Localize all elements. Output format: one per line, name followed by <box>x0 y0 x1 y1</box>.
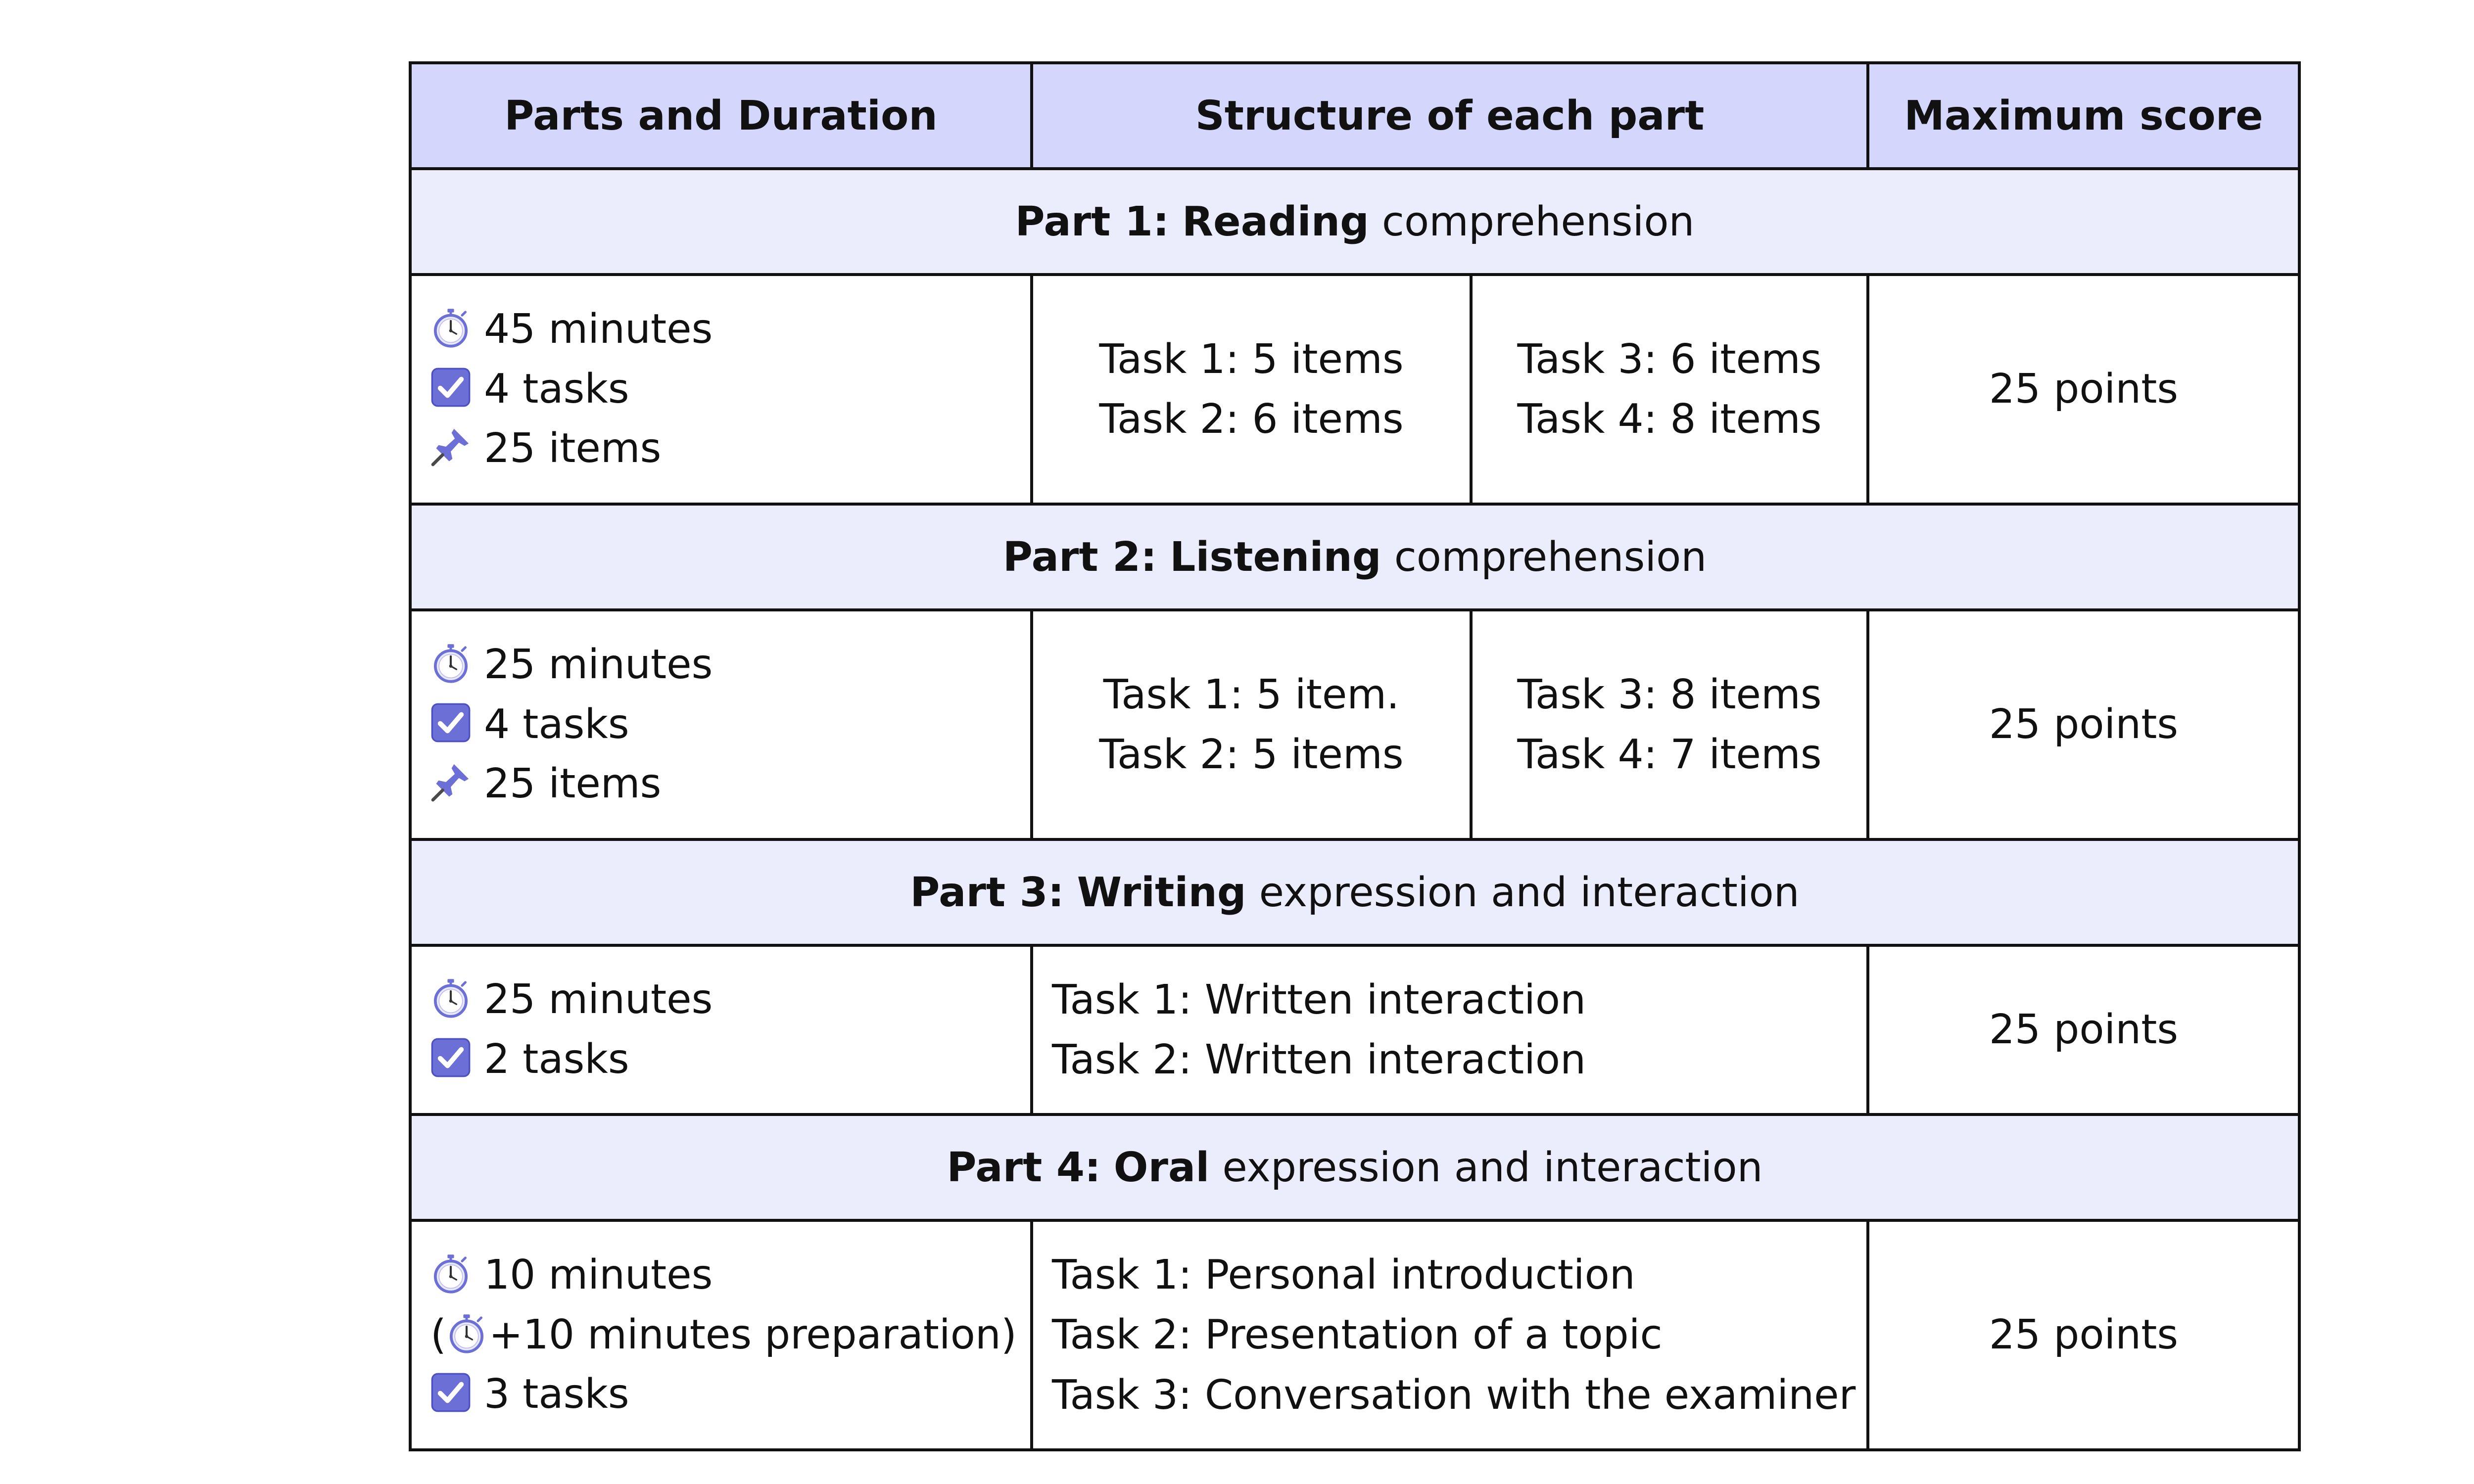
part-2-task-2: Task 2: 5 items <box>1099 731 1404 778</box>
stopwatch-icon <box>430 977 471 1018</box>
check-box-icon <box>430 1037 471 1078</box>
part-2-duration-cell <box>410 610 1032 839</box>
part-1-duration: 45 minutes <box>484 306 713 353</box>
part-3-details-row <box>410 945 2299 1114</box>
part-1-duration-cell <box>410 275 1032 504</box>
part-1-label: Part 1: <box>1015 198 1169 245</box>
part-4-structure <box>1032 1220 1868 1450</box>
part-1-score: 25 points <box>1868 275 2299 504</box>
part-3-duration-cell <box>410 945 1032 1114</box>
part-2-structure-right <box>1471 610 1868 839</box>
part-3-structure <box>1032 945 1868 1114</box>
stopwatch-icon <box>430 643 471 683</box>
pushpin-icon <box>430 426 471 467</box>
header-structure: Structure of each part <box>1032 63 1868 169</box>
part-3-task-2: Task 2: Written interaction <box>1052 1036 1586 1083</box>
part-2-skill: Listening <box>1170 533 1381 581</box>
part-2-details-row <box>410 610 2299 839</box>
part-4-label: Part 4: <box>947 1144 1101 1191</box>
check-box-icon <box>430 702 471 743</box>
header-parts-duration: Parts and Duration <box>410 63 1032 169</box>
part-2-items: 25 items <box>484 760 662 808</box>
header-row <box>410 63 2299 169</box>
part-3-score: 25 points <box>1868 945 2299 1114</box>
part-2-structure-left <box>1032 610 1471 839</box>
part-1-task-1: Task 1: 5 items <box>1099 335 1404 383</box>
part-2-label: Part 2: <box>1002 533 1157 581</box>
part-3-suffix: expression and interaction <box>1259 869 1800 916</box>
part-3-tasks: 2 tasks <box>484 1036 629 1083</box>
part-4-details-row <box>410 1220 2299 1450</box>
part-4-skill: Oral <box>1113 1144 1210 1191</box>
part-3-title <box>410 839 2299 945</box>
part-4-title-row <box>410 1114 2299 1220</box>
stopwatch-icon <box>430 307 471 348</box>
part-2-score: 25 points <box>1868 610 2299 839</box>
part-1-details-row <box>410 275 2299 504</box>
part-1-task-2: Task 2: 6 items <box>1099 396 1404 443</box>
part-4-preparation: +10 minutes preparation) <box>489 1311 1017 1358</box>
part-1-structure-left <box>1032 275 1471 504</box>
part-4-task-2: Task 2: Presentation of a topic <box>1052 1311 1663 1359</box>
part-1-items: 25 items <box>484 425 662 472</box>
check-box-icon <box>430 367 471 408</box>
part-2-duration: 25 minutes <box>484 641 713 689</box>
part-4-title <box>410 1114 2299 1220</box>
part-2-title-row <box>410 504 2299 610</box>
part-4-tasks: 3 tasks <box>484 1371 629 1418</box>
part-4-score: 25 points <box>1868 1220 2299 1450</box>
exam-structure-table <box>409 61 2301 1451</box>
part-2-task-4: Task 4: 7 items <box>1517 731 1822 778</box>
part-2-title <box>410 504 2299 610</box>
part-1-task-4: Task 4: 8 items <box>1517 396 1822 443</box>
header-max-score: Maximum score <box>1868 63 2299 169</box>
part-2-suffix: comprehension <box>1394 533 1707 581</box>
part-2-task-3: Task 3: 8 items <box>1517 671 1822 718</box>
stopwatch-icon <box>430 1253 471 1294</box>
part-1-title <box>410 169 2299 275</box>
part-4-duration-cell <box>410 1220 1032 1450</box>
part-3-skill: Writing <box>1077 869 1246 916</box>
part-1-suffix: comprehension <box>1381 198 1695 245</box>
stopwatch-icon <box>446 1313 487 1353</box>
part-3-title-row <box>410 839 2299 945</box>
part-3-label: Part 3: <box>910 869 1064 916</box>
part-4-preparation-open: ( <box>430 1311 446 1358</box>
part-2-tasks: 4 tasks <box>484 700 629 748</box>
part-3-duration: 25 minutes <box>484 976 713 1023</box>
part-1-structure-right <box>1471 275 1868 504</box>
part-1-tasks: 4 tasks <box>484 365 629 413</box>
part-3-task-1: Task 1: Written interaction <box>1052 976 1586 1023</box>
pushpin-icon <box>430 762 471 802</box>
part-1-skill: Reading <box>1182 198 1369 245</box>
part-1-task-3: Task 3: 6 items <box>1517 335 1822 383</box>
part-2-task-1: Task 1: 5 item. <box>1103 671 1400 718</box>
part-4-task-3: Task 3: Conversation with the examiner <box>1052 1371 1856 1419</box>
check-box-icon <box>430 1372 471 1413</box>
part-1-title-row <box>410 169 2299 275</box>
part-4-suffix: expression and interaction <box>1222 1144 1763 1191</box>
part-4-duration: 10 minutes <box>484 1252 713 1299</box>
part-4-task-1: Task 1: Personal introduction <box>1052 1251 1635 1298</box>
